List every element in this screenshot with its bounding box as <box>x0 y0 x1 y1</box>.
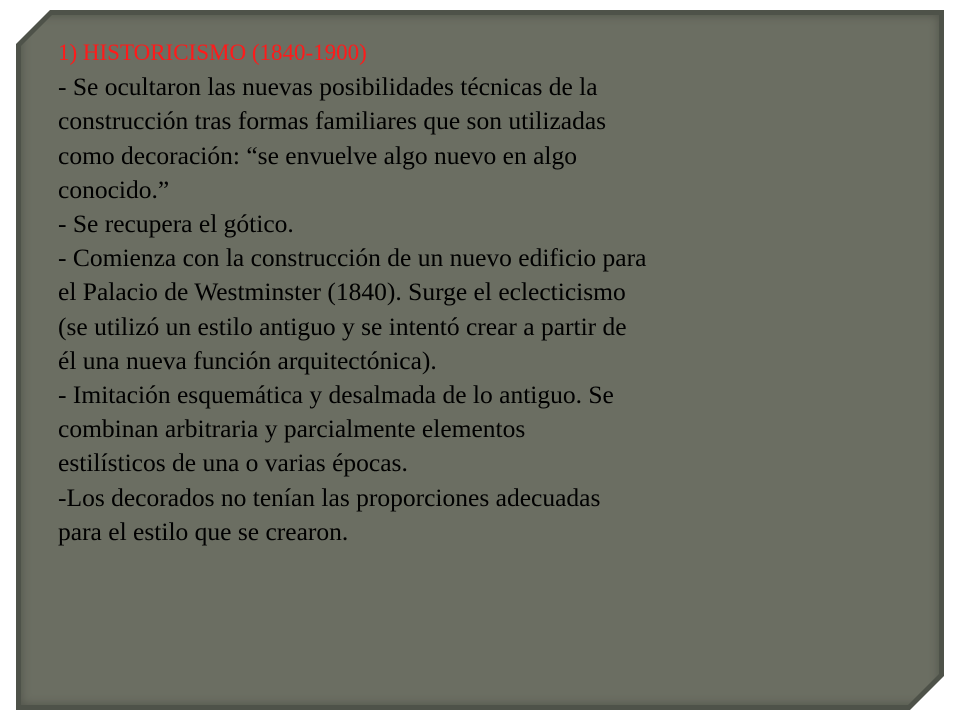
slide-content <box>58 36 918 549</box>
text-line: para el estilo que se crearon. <box>58 516 349 546</box>
text-line: combinan arbitraria y parcialmente elementos <box>58 414 526 444</box>
text-line: - Imitación esquemática y desalmada de lo antiguo. Se <box>58 380 614 410</box>
text-line: - Se ocultaron las nuevas posibilidades técnicas de la <box>58 72 598 102</box>
slide-title: 1) HISTORICISMO (1840-1900) <box>58 40 367 65</box>
text-line: como decoración: “se envuelve algo nuevo en algo <box>58 140 578 170</box>
text-line: - Comienza con la construcción de un nuevo edificio para <box>58 243 647 273</box>
text-line: - Se recupera el gótico. <box>58 209 294 239</box>
text-line: conocido.” <box>58 174 170 204</box>
text-line: (se utilizó un estilo antiguo y se intentó crear a partir de <box>58 311 627 341</box>
text-line: construcción tras formas familiares que son utilizadas <box>58 106 607 136</box>
text-line: el Palacio de Westminster (1840). Surge el eclecticismo <box>58 277 626 307</box>
text-line: él una nueva función arquitectónica). <box>58 345 437 375</box>
text-line: -Los decorados no tenían las proporciones adecuadas <box>58 482 601 512</box>
text-line: estilísticos de una o varias épocas. <box>58 448 408 478</box>
